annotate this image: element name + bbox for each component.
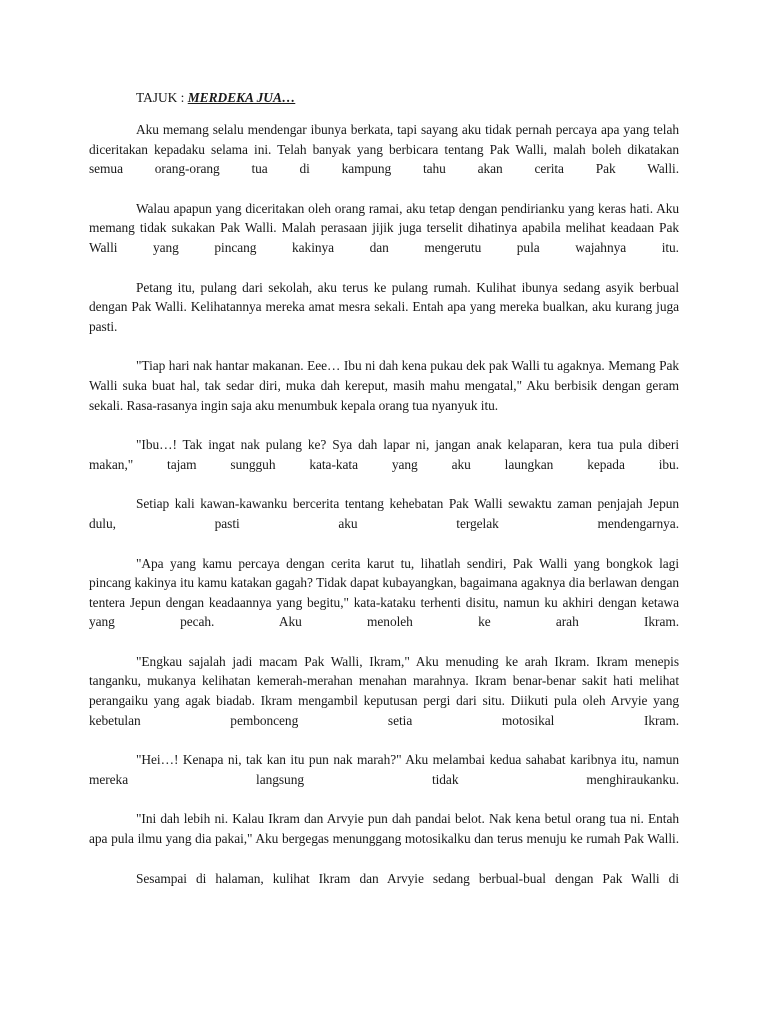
paragraph: Petang itu, pulang dari sekolah, aku terus ke pulang rumah. Kulihat ibunya sedang asyik berbual dengan Pak Walli. Kelihatannya mereka amat mesra sekali. Entah apa yang mereka bualkan, aku kurang juga pasti. (89, 279, 679, 334)
paragraph: "Hei…! Kenapa ni, tak kan itu pun nak marah?" Aku melambai kedua sahabat karibnya itu, namun mereka langsung tidak menghiraukanku. (89, 752, 679, 787)
paragraph: Aku memang selalu mendengar ibunya berkata, tapi sayang aku tidak pernah percaya apa yang telah diceritakan kepadaku selama ini. Telah banyak yang berbicara tentang Pak Walli, malah boleh dikatakan semua orang-orang tua di kampung tahu akan cerita Pak Walli. (89, 122, 679, 177)
paragraph: "Tiap hari nak hantar makanan. Eee… Ibu ni dah kena pukau dek pak Walli tu agaknya. Memang Pak Walli suka buat hal, tak sedar diri, muka dah kereput, masih mahu mengatal," Aku berbisik dengan geram sekali. Rasa-rasanya ingin saja aku menumbuk kepala orang tua nyanyuk itu. (89, 358, 679, 413)
paragraph: Walau apapun yang diceritakan oleh orang ramai, aku tetap dengan pendirianku yang keras hati. Aku memang tidak sukakan Pak Walli. Malah perasaan jijik juga terselit dihatinya apabila melihat keadaan Pak Walli yang pincang kakinya dan mengerutu pula wajahnya itu. (89, 200, 679, 255)
paragraph: "Ibu…! Tak ingat nak pulang ke? Sya dah lapar ni, jangan anak kelaparan, kera tua pula diberi makan," tajam sungguh kata-kata yang aku laungkan kepada ibu. (89, 437, 679, 472)
paragraph: Setiap kali kawan-kawanku bercerita tentang kehebatan Pak Walli sewaktu zaman penjajah Jepun dulu, pasti aku tergelak mendengarnya. (89, 496, 679, 531)
title-line (89, 88, 679, 108)
paragraph: "Ini dah lebih ni. Kalau Ikram dan Arvyie pun dah pandai belot. Nak kena betul orang tua ni. Entah apa pula ilmu yang dia pakai," Aku bergegas menunggang motosikalku dan terus menuju ke rumah Pak Walli. (89, 811, 679, 847)
document-page (89, 88, 679, 908)
paragraph: Sesampai di halaman, kulihat Ikram dan Arvyie sedang berbual-bual dengan Pak Walli di (136, 870, 679, 886)
title-prefix: TAJUK : (136, 90, 188, 105)
paragraph: "Apa yang kamu percaya dengan cerita karut tu, lihatlah sendiri, Pak Walli yang bongkok lagi pincang kakinya itu kamu katakan gagah? Tidak dapat kubayangkan, bagaimana agaknya dia berlawan dengan tentera Jepun dengan keadaannya yang begitu," kata-kataku terhenti disitu, namun ku akhiri dengan ketawa yang pecah. Aku menoleh ke arah Ikram. (89, 555, 679, 630)
document-title: MERDEKA JUA… (187, 90, 296, 105)
paragraph: "Engkau sajalah jadi macam Pak Walli, Ikram," Aku menuding ke arah Ikram. Ikram menepis tanganku, mukanya kelihatan kemerah-merahan menahan marahnya. Ikram benar-benar sakit hati melihat perangaiku yang agak biadab. Ikram mengambil keputusan pergi dari situ. Diikuti pula oleh Arvyie yang kebetulan pembonceng setia motosikal Ikram. (89, 653, 679, 728)
